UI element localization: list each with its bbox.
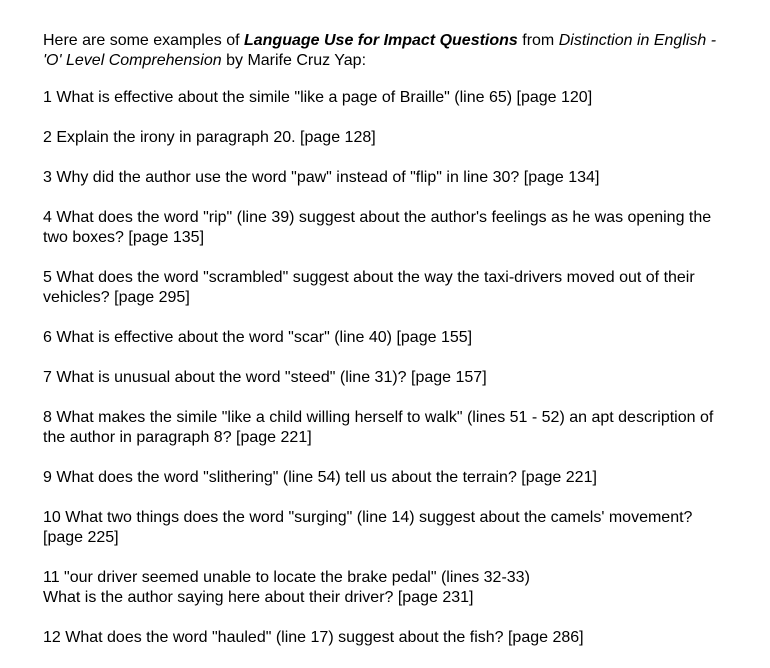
question-item [43, 88, 733, 108]
question-item [43, 408, 733, 448]
question-text: 8 What makes the simile "like a child willing herself to walk" (lines 51 - 52) an apt description of the author in paragraph 8? [page 221] [43, 409, 714, 446]
question-item [43, 328, 733, 348]
question-text: 6 What is effective about the word "scar" (line 40) [page 155] [43, 329, 473, 346]
question-text: 5 What does the word "scrambled" suggest about the way the taxi-drivers moved out of their vehicles? [page 295] [43, 269, 695, 306]
question-item [43, 508, 733, 548]
question-item [43, 628, 733, 648]
question-item [43, 268, 733, 308]
intro-text: Here are some examples of [43, 32, 244, 49]
question-text: 4 What does the word "rip" (line 39) suggest about the author's feelings as he was opening the two boxes? [page 135] [43, 209, 712, 246]
question-text: 12 What does the word "hauled" (line 17) suggest about the fish? [page 286] [43, 629, 584, 646]
document-body [43, 31, 733, 668]
question-text: 10 What two things does the word "surging" (line 14) suggest about the camels' movement? [page 225] [43, 509, 693, 546]
intro-text: from [517, 32, 559, 49]
question-item [43, 468, 733, 488]
question-item [43, 208, 733, 248]
question-text: What is the author saying here about their driver? [page 231] [43, 589, 474, 606]
question-text: 11 "our driver seemed unable to locate the brake pedal" (lines 32-33) [43, 569, 530, 586]
question-list [43, 88, 733, 648]
question-text: 7 What is unusual about the word "steed" (line 31)? [page 157] [43, 369, 487, 386]
question-item [43, 368, 733, 388]
question-item [43, 128, 733, 148]
question-item [43, 568, 733, 608]
intro-text: by Marife Cruz Yap: [221, 52, 367, 69]
intro-paragraph [43, 31, 733, 71]
book-section-title: Language Use for Impact Questions [243, 32, 518, 49]
book-title: Distinction in English - 'O' Level Comprehension [43, 32, 717, 69]
question-item [43, 168, 733, 188]
question-text: 3 Why did the author use the word "paw" instead of "flip" in line 30? [page 134] [43, 169, 600, 186]
question-text: 1 What is effective about the simile "like a page of Braille" (line 65) [page 120] [43, 89, 593, 106]
question-text: 9 What does the word "slithering" (line 54) tell us about the terrain? [page 221] [43, 469, 597, 486]
question-text: 2 Explain the irony in paragraph 20. [page 128] [43, 129, 376, 146]
